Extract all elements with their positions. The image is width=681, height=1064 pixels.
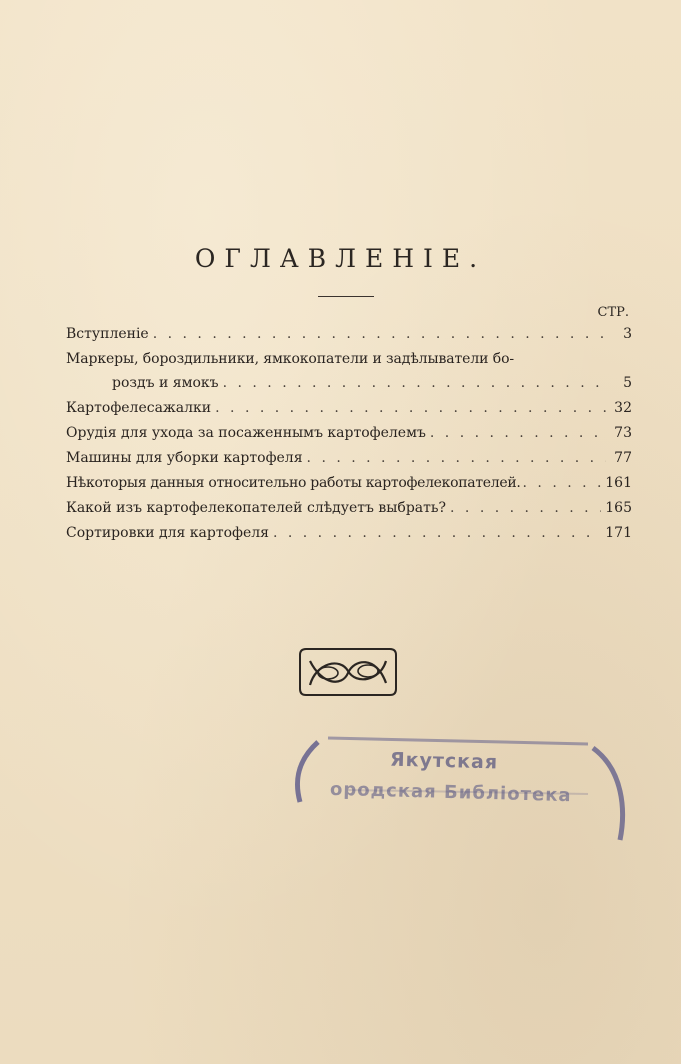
toc-leader-dots — [307, 446, 606, 471]
title-rule — [318, 296, 374, 297]
toc-entry-title: Орудія для ухода за посаженнымъ картофелемъ — [66, 425, 426, 441]
toc-entry-title: Маркеры, бороздильники, ямкокопатели и задѣлыватели бо- — [66, 351, 515, 367]
toc-entry-page: 165 — [605, 500, 632, 516]
toc-leader-dots — [273, 521, 601, 546]
toc-entry — [66, 496, 632, 521]
toc-leader-dots — [215, 396, 606, 421]
toc-entry-title: Вступленіе — [66, 326, 149, 342]
table-of-contents — [66, 322, 632, 546]
toc-entry-continuation — [66, 371, 632, 396]
toc-entry-title: Сортировки для картофеля — [66, 525, 269, 541]
toc-entry-page: 171 — [605, 525, 632, 541]
toc-entry-page: 161 — [605, 475, 632, 491]
toc-leader-dots — [450, 496, 601, 521]
toc-entry-title: роздъ и ямокъ — [112, 375, 219, 391]
toc-entry-title: Картофелесажалки — [66, 400, 212, 416]
toc-entry-page: 73 — [614, 425, 632, 441]
toc-entry-page: 5 — [623, 375, 632, 391]
toc-entry-page: 3 — [623, 326, 632, 342]
toc-leader-space — [523, 471, 604, 496]
toc-entry — [66, 471, 632, 496]
toc-leader-dots — [153, 322, 606, 347]
stamp-line-2: ородская Библіотека — [329, 778, 572, 807]
page-column-header: СТР. — [597, 305, 629, 320]
toc-entry-title: Нѣкоторыя данныя относительно работы картофелекопателей. — [66, 475, 521, 491]
decorative-vignette-icon — [296, 645, 400, 699]
toc-entry — [66, 521, 632, 546]
toc-entry — [66, 347, 632, 371]
toc-entry-title: Машины для уборки картофеля — [66, 450, 303, 466]
toc-entry-page: 77 — [614, 450, 632, 466]
toc-entry-title: Какой изъ картофелекопателей слѣдуетъ выбрать? — [66, 500, 447, 516]
toc-entry — [66, 446, 632, 471]
toc-leader-dots — [223, 371, 606, 396]
toc-entry — [66, 396, 632, 421]
toc-entry-page: 32 — [614, 400, 632, 416]
toc-entry — [66, 322, 632, 347]
toc-leader-dots — [430, 421, 606, 446]
stamp-line-1: Якутская — [389, 748, 499, 774]
toc-entry — [66, 421, 632, 446]
page-title: ОГЛАВЛЕНІЕ. — [194, 244, 487, 273]
